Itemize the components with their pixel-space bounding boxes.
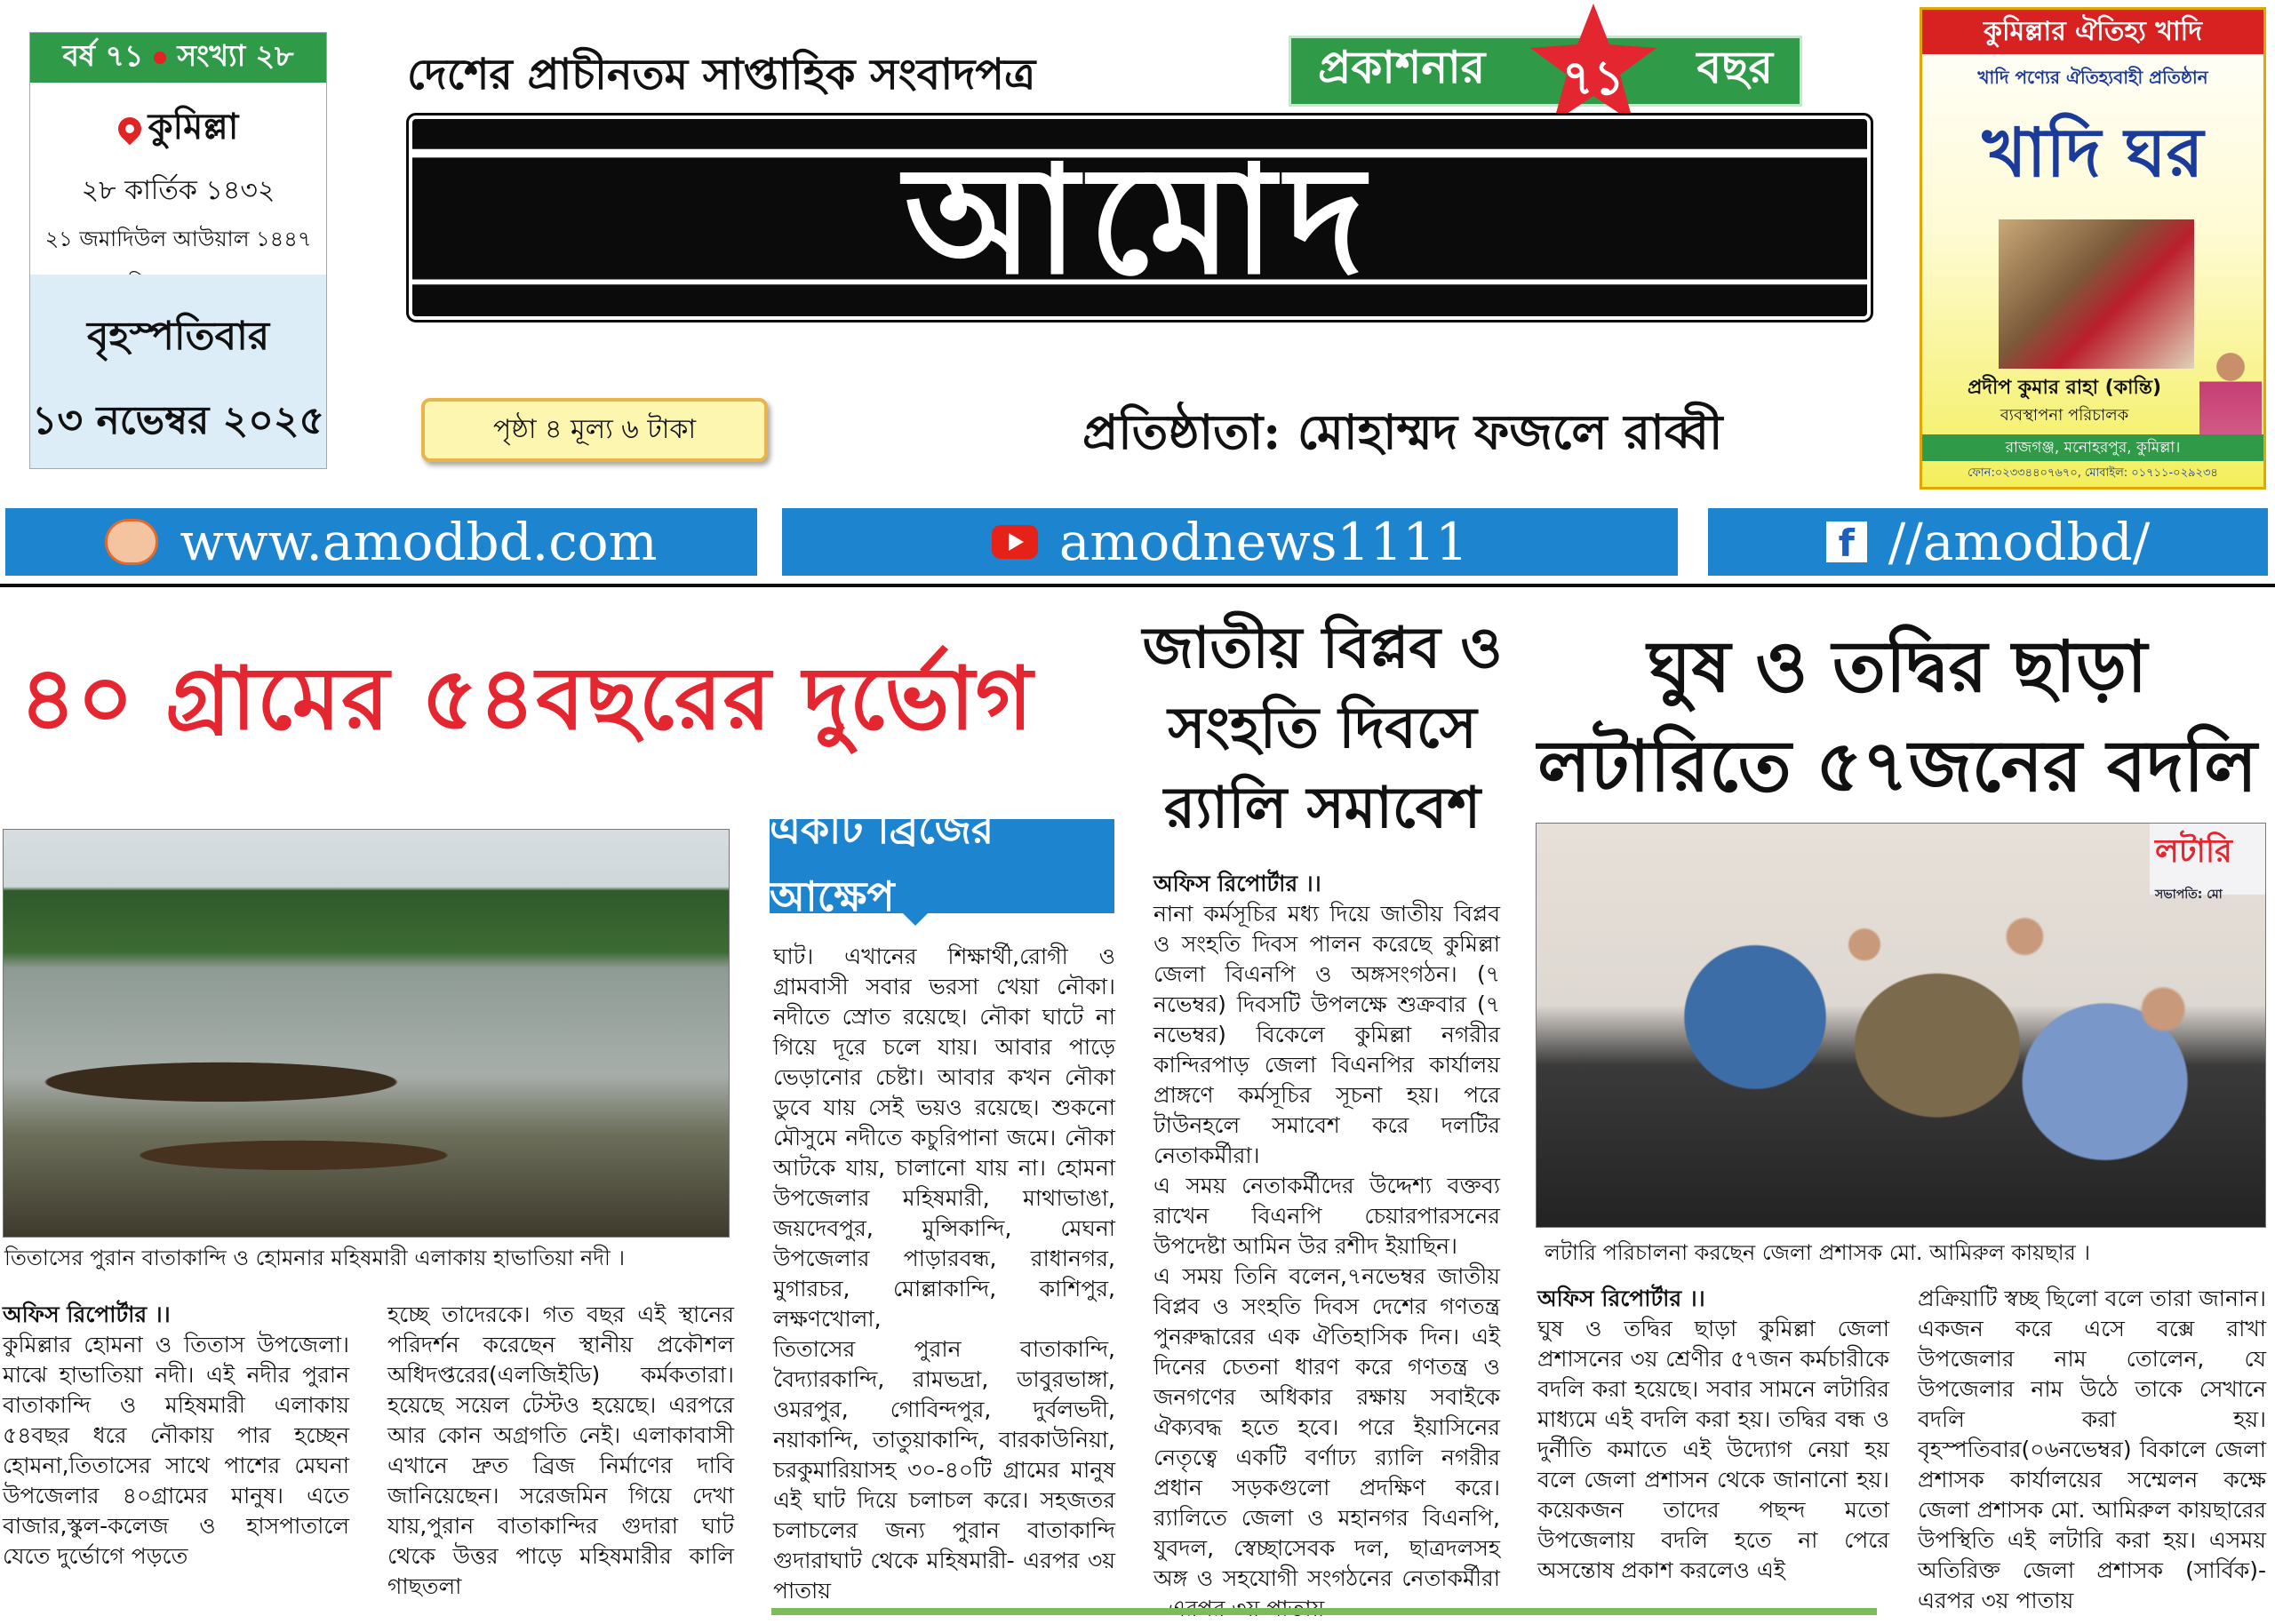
hijri-date: ২১ জমাদিউল আউয়াল ১৪৪৭ <box>44 227 312 251</box>
photo-banner <box>2150 824 2265 902</box>
location-label: কুমিল্লা <box>148 107 239 147</box>
story3-text-2: প্রক্রিয়াটি স্বচ্ছ ছিলো বলে তারা জানান। একজন করে এসে বক্সে রাখা উপজেলার নাম তোলেন, যে উপজেলার নাম উঠে তাকে সেখানে বদলি করা হয়। বৃহস্পতিবার(০৬নভেম্বর) বিকালে জেলা প্রশাসক কার্যালয়ের সম্মেলন কক্ষে জেলা প্রশাসক মো. আমিরুল কায়ছারের উপস্থিতি এই লটারি করা হয়। এসময় অতিরিক্ত জেলা প্রশাসক (সার্বিক)- এরপর ৩য় পাতায় <box>1918 1286 2266 1613</box>
river-boats-photo <box>3 829 730 1238</box>
website-link[interactable]: www.amodbd.com <box>180 512 658 572</box>
location <box>30 99 326 158</box>
facebook-icon: f <box>1826 521 1867 562</box>
price-label: পৃষ্ঠা ৪ মূল্য ৬ টাকা <box>421 398 768 462</box>
ad-subtitle: খাদি পণ্যের ঐতিহ্যবাহী প্রতিষ্ঠান <box>1977 67 2208 88</box>
story3-column-2 <box>1918 1284 2266 1613</box>
subheading-bridge: একটি ব্রিজের আক্ষেপ <box>770 819 1114 913</box>
lottery-meeting-photo <box>1536 823 2266 1228</box>
story1-text-3b: তিতাসের পুরান বাতাকান্দি, বৈদ্যারকান্দি, রামভদ্রা, ডাবুরভাঙ্গা, ওমরপুর, গোবিন্দপুর, দুর্বলভদী, নয়াকান্দি, তাতুয়াকান্দি, বারকাউনিয়া, চরকুমারিয়াসহ ৩০-৪০টি গ্রামের মানুষ এই ঘাট দিয়ে চলাচল করে। সহজতর চলাচলের জন্য পুরান বাতাকান্দি গুদারাঘাট থেকে মহিষমারী- এরপর ৩য় পাতায় <box>773 1336 1115 1604</box>
ad-title: খাদি ঘর <box>1982 113 2204 192</box>
khadi-ghor-advertisement[interactable] <box>1920 7 2266 490</box>
youtube-icon <box>992 525 1038 559</box>
anniversary-right-text: বছর <box>1696 41 1773 93</box>
story2-column <box>1153 869 1500 1597</box>
ad-owner-role: ব্যবস্থাপনা পরিচালক <box>2000 406 2129 425</box>
story3-text-1: ঘুষ ও তদ্বির ছাড়া কুমিল্লা জেলা প্রশাসনের ৩য় শ্রেণীর ৫৭জন কর্মচারীকে বদলি করা হয়েছে। সবার সামনে লটারির মাধ্যমে এই বদলি করা হয়। তদ্বির বন্ধ ও দুর্নীতি কমাতে এই উদ্যোগ নেয়া হয় বলে জেলা প্রশাসন থেকে জানানো হয়। কয়েকজন তাদের পছন্দ মতো উপজেলায় বদলি হতে না পেরে অসন্তোষ প্রকাশ করলেও এই <box>1537 1316 1889 1583</box>
story2-paragraph-2: এ সময় নেতাকর্মীদের উদ্দেশ্য বক্তব্য রাখেন বিএনপি চেয়ারপারসনের উপদেষ্টা আমিন উর রশীদ ইয়াছিন। <box>1153 1173 1500 1259</box>
english-date: ১৩ নভেম্বর ২০২৫ <box>31 398 325 443</box>
story2-paragraph-1: নানা কর্মসূচির মধ্য দিয়ে জাতীয় বিপ্লব ও সংহতি দিবস পালন করেছে কুমিল্লা জেলা বিএনপি ও অঙ্গসংগঠন। (৭ নভেম্বর) দিবসটি উপলক্ষে শুক্রবার (৭ নভেম্বর) বিকেলে কুমিল্লা নগরীর কান্দিরপাড় জেলা বিএনপির কার্যালয় প্রাঙ্গণে কর্মসূচির সূচনা হয়। পরে টাউনহলে সমাবেশ করে দলটির নেতাকর্মীরা। <box>1153 901 1500 1168</box>
bottom-photo-strip <box>771 1608 1877 1615</box>
facebook-link[interactable]: //amodbd/ <box>1888 512 2151 572</box>
photo-caption-2: লটারি পরিচালনা করছেন জেলা প্রশাসক মো. আমিরুল কায়ছার । <box>1545 1240 2091 1265</box>
headline-story-3[interactable]: ঘুষ ও তদ্বির ছাড়া লটারিতে ৫৭জনের বদলি <box>1537 625 2257 808</box>
story1-reporter: অফিস রিপোর্টার ।। <box>3 1302 171 1327</box>
website-link-bar[interactable] <box>5 508 757 576</box>
story2-paragraph-3: এ সময় তিনি বলেন,৭নভেম্বর জাতীয় বিপ্লব ও সংহতি দিবস দেশের গণতন্ত্র পুনরুদ্ধারের এক ঐতিহাসিক দিন। এই দিনের চেতনা ধারণ করে গণতন্ত্র ও জনগণের অধিকার রক্ষায় সবাইকে ঐক্যবদ্ধ হতে হবে। পরে ইয়াসিনের নেতৃত্বে একটি বর্ণাঢ্য র‍্যালি নগরীর প্রধান সড়কগুলো প্রদক্ষিণ করে। র‍্যালিতে জেলা ও মহানগর বিএনপি, যুবদল, স্বেচ্ছাসেবক দল, ছাত্রদলসহ অঙ্গ ও সহযোগী সংগঠনের নেতাকর্মীরা <box>1153 1263 1500 1591</box>
story2-reporter: অফিস রিপোর্টার ।। <box>1153 871 1321 896</box>
issue-number-bar <box>30 33 326 83</box>
headline-story-1[interactable]: ৪০ গ্রামের ৫৪বছরের দুর্ভোগ <box>20 649 1034 750</box>
facebook-link-bar[interactable] <box>1708 508 2268 576</box>
issue-info-box <box>29 32 327 469</box>
ad-person-photo <box>2199 347 2262 436</box>
anniversary-number: ৭১ <box>1561 50 1625 106</box>
ad-address: রাজগঞ্জ, মনোহরপুর, কুমিল্লা। <box>1922 434 2263 461</box>
youtube-link-bar[interactable] <box>782 508 1678 576</box>
youtube-link[interactable]: amodnews1111 <box>1058 512 1469 572</box>
story1-text-3a: ঘাট। এখানের শিক্ষার্থী,রোগী ও গ্রামবাসী সবার ভরসা খেয়া নৌকা। নদীতে স্রোত রয়েছে। নৌকা ঘাটে না গিয়ে দূরে চলে যায়। আবার পাড়ে ভেড়ানোর চেষ্টা। আবার কখন নৌকা ডুবে যায় সেই ভয়ও রয়েছে। শুকনো মৌসুমে নদীতে কচুরিপানা জমে। নৌকা আটকে যায়, চালানো যায় না। হোমনা উপজেলার মহিষমারী, মাথাভাঙা, জয়দেবপুর, মুন্সিকান্দি, মেঘনা উপজেলার পাড়ারবন্ধ, রাধানগর, মুগারচর, মোল্লাকান্দি, কাশিপুর, লক্ষণখোলা, <box>773 943 1115 1332</box>
bangla-date: ২৮ কার্তিক ১৪৩২ <box>81 175 275 206</box>
separator-dot-icon <box>154 52 166 64</box>
story3-column-1 <box>1537 1284 1889 1599</box>
story1-column-3 <box>773 942 1115 1604</box>
story1-column-1 <box>3 1300 349 1597</box>
ad-header: কুমিল্লার ঐতিহ্য খাদি <box>1922 10 2263 54</box>
pointing-hand-icon <box>105 519 158 565</box>
founder-line: প্রতিষ্ঠাতা: মোহাম্মদ ফজলে রাব্বী <box>1082 403 1723 460</box>
header-divider <box>0 584 2275 587</box>
story1-text-2: হচ্ছে তাদেরকে। গত বছর এই স্থানের পরিদর্শন করেছেন স্থানীয় প্রকৌশল অধিদপ্তরের(এলজিইডি) কর্মকতারা। হয়েছে সয়েল টেস্টও হয়েছে। এরপরে আর কোন অগ্রগতি নেই। এলাকাবাসী এখানে দ্রুত ব্রিজ নির্মাণের দাবি জানিয়েছেন। সরেজমিন গিয়ে দেখা যায়,পুরান বাতাকান্দির গুদারা ঘাট থেকে উত্তর পাড়ে মহিষমারীর কালি গাছতলা <box>387 1302 734 1599</box>
story1-text-1: কুমিল্লার হোমনা ও তিতাস উপজেলা। মাঝে হাভাতিয়া নদী। এই নদীর পুরান বাতাকান্দি ও মহিষমারী এলাকায় ৫৪বছর ধরে নৌকায় পার হচ্ছেন হোমনা,তিতাসের সাথে পাশের মেঘনা উপজেলার ৪০গ্রামের মানুষ। এতে বাজার,স্কুল-কলেজ ও হাসপাতালে যেতে দুর্ভোগে পড়তে <box>3 1332 349 1569</box>
photo-caption-1: তিতাসের পুরান বাতাকান্দি ও হোমনার মহিষমারী এলাকায় হাভাতিয়া নদী । <box>4 1246 626 1270</box>
weekday: বৃহস্পতিবার <box>86 314 270 359</box>
issue-label: সংখ্যা ২৮ <box>177 38 294 73</box>
ad-phone: ফোন:০২৩৩৪৪০৭৬৭০, মোবাইল: ০১৭১১-০২৯২৩৪ <box>1968 466 2218 480</box>
year-label: বর্ষ ৭১ <box>62 38 144 73</box>
story1-column-2 <box>387 1300 734 1597</box>
location-pin-icon <box>113 112 146 145</box>
tagline: দেশের প্রাচীনতম সাপ্তাহিক সংবাদপত্র <box>407 50 1036 100</box>
photo-banner-sub: সভাপতি: মো <box>2155 888 2223 902</box>
story3-reporter: অফিস রিপোর্টার ।। <box>1537 1286 1705 1311</box>
anniversary-left-text: প্রকাশনার <box>1318 41 1486 93</box>
headline-story-2[interactable]: জাতীয় বিপ্লব ও সংহতি দিবসে র‍্যালি সমাবেশ <box>1142 616 1503 841</box>
ad-owner-name: প্রদীপ কুমার রাহা (কান্তি) <box>1967 377 2162 399</box>
date-panel <box>30 275 326 468</box>
masthead-title: আমোদ <box>904 131 1376 307</box>
photo-banner-title: লটারি <box>2155 833 2232 870</box>
ad-shop-photo <box>1999 219 2194 369</box>
